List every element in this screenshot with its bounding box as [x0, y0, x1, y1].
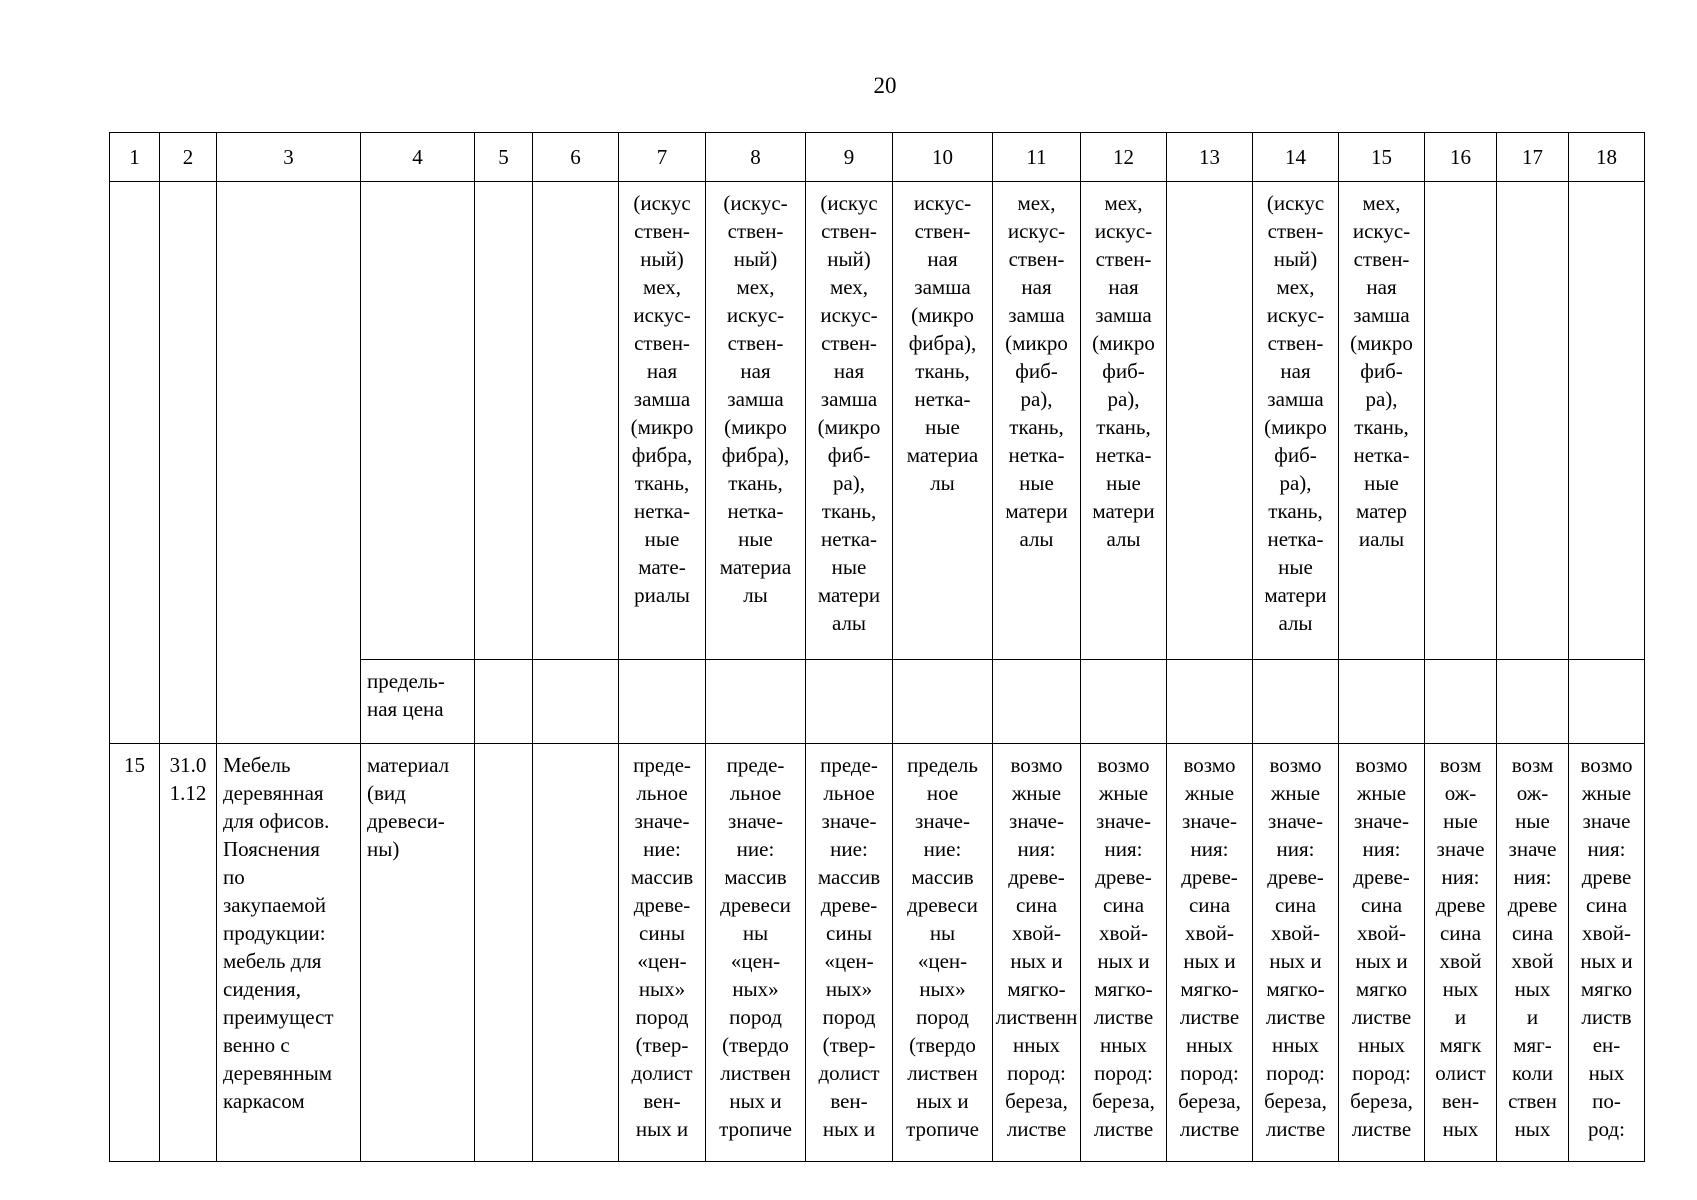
table-cell: 31.0 1.12	[160, 744, 217, 1162]
table-cell: возмо жные значе- ния: древе- сина хвой- ных и мягко- лиственн нных пород: береза, листве	[993, 744, 1081, 1162]
table-cell: мех, искус- ствен- ная замша (микро фиб- ра), ткань, нетка- ные матери алы	[1081, 182, 1167, 660]
table-cell	[160, 182, 217, 744]
table-cell	[361, 182, 475, 660]
table-cell: преде- льное значе- ние: массив древе- сины «цен- ных» пород (твер- долист вен- ных и	[619, 744, 706, 1162]
table-cell: (искус- ствен- ный) мех, искус- ствен- ная замша (микро фибра), ткань, нетка- ные материа лы	[706, 182, 806, 660]
table-cell: преде- льное значе- ние: массив древе- сины «цен- ных» пород (твер- долист вен- ных и	[806, 744, 893, 1162]
header-cell: 9	[806, 133, 893, 182]
table-cell: возмо жные значе- ния: древе- сина хвой- ных и мягко- листве нных пород: береза, листве	[1081, 744, 1167, 1162]
table-row-continued	[110, 182, 1645, 660]
table-cell	[893, 660, 993, 744]
table-cell: 15	[110, 744, 160, 1162]
header-cell: 8	[706, 133, 806, 182]
header-cell: 10	[893, 133, 993, 182]
header-cell: 14	[1253, 133, 1339, 182]
table-cell	[533, 744, 619, 1162]
table-cell: возмо жные значе- ния: древе- сина хвой- ных и мягко- листве нных пород: береза, листве	[1253, 744, 1339, 1162]
page-number: 20	[873, 73, 897, 98]
table-cell: Мебель деревянная для офисов. Пояснения по закупаемой продукции: мебель для сидения, преимущест венно с деревянным каркасом	[217, 744, 361, 1162]
table-cell	[475, 660, 533, 744]
table-cell: возмо жные значе- ния: древе- сина хвой- ных и мягко- листве нных пород: береза, листве	[1167, 744, 1253, 1162]
header-cell: 5	[475, 133, 533, 182]
table-cell	[1425, 660, 1497, 744]
table-cell	[533, 660, 619, 744]
table-cell	[706, 660, 806, 744]
header-cell: 11	[993, 133, 1081, 182]
table-cell	[1569, 660, 1645, 744]
table-cell: (искус ствен- ный) мех, искус- ствен- ная замша (микро фибра, ткань, нетка- ные мате- риалы	[619, 182, 706, 660]
table-cell	[217, 182, 361, 744]
table-row-15	[110, 744, 1645, 1162]
header-row	[110, 133, 1645, 182]
table-cell: предель- ная цена	[361, 660, 475, 744]
table-cell	[475, 744, 533, 1162]
table-cell	[806, 660, 893, 744]
header-cell: 7	[619, 133, 706, 182]
table-cell: возм ож- ные значе ния: древе сина хвой ных и мяг- коли ствен ных	[1497, 744, 1569, 1162]
table-cell	[619, 660, 706, 744]
header-cell: 16	[1425, 133, 1497, 182]
header-cell: 18	[1569, 133, 1645, 182]
table-cell	[1497, 660, 1569, 744]
table-cell: возмо жные значе- ния: древе- сина хвой- ных и мягко листве нных пород: береза, листве	[1339, 744, 1425, 1162]
table-cell: преде- льное значе- ние: массив древеси ны «цен- ных» пород (твердо листвен ных и тропиче	[706, 744, 806, 1162]
table-cell: возм ож- ные значе ния: древе сина хвой ных и мягк олист вен- ных	[1425, 744, 1497, 1162]
table-cell: (искус ствен- ный) мех, искус- ствен- ная замша (микро фиб- ра), ткань, нетка- ные матери алы	[806, 182, 893, 660]
header-cell: 17	[1497, 133, 1569, 182]
table-cell: возмо жные значе ния: древе сина хвой- ных и мягко листв ен- ных по- род:	[1569, 744, 1645, 1162]
table-cell: искус- ствен- ная замша (микро фибра), ткань, нетка- ные материа лы	[893, 182, 993, 660]
table-cell: (искус ствен- ный) мех, искус- ствен- ная замша (микро фиб- ра), ткань, нетка- ные матери алы	[1253, 182, 1339, 660]
table-cell	[1081, 660, 1167, 744]
header-cell: 4	[361, 133, 475, 182]
header-cell: 6	[533, 133, 619, 182]
table-cell	[475, 182, 533, 660]
table-cell: мех, искус- ствен- ная замша (микро фиб- ра), ткань, нетка- ные матер иалы	[1339, 182, 1425, 660]
table-cell	[533, 182, 619, 660]
requirements-table	[109, 132, 1645, 1162]
table-cell: предель ное значе- ние: массив древеси ны «цен- ных» пород (твердо листвен ных и тропиче	[893, 744, 993, 1162]
table-cell	[1167, 660, 1253, 744]
table-cell	[1167, 182, 1253, 660]
table-cell	[1569, 182, 1645, 660]
header-cell: 1	[110, 133, 160, 182]
header-cell: 12	[1081, 133, 1167, 182]
header-cell: 3	[217, 133, 361, 182]
table-cell: материал (вид древеси- ны)	[361, 744, 475, 1162]
header-cell: 2	[160, 133, 217, 182]
table-cell	[1339, 660, 1425, 744]
header-cell: 13	[1167, 133, 1253, 182]
table-cell	[1253, 660, 1339, 744]
table-cell	[110, 182, 160, 744]
table-cell	[1497, 182, 1569, 660]
table-cell	[1425, 182, 1497, 660]
table-cell	[993, 660, 1081, 744]
header-cell: 15	[1339, 133, 1425, 182]
table-cell: мех, искус- ствен- ная замша (микро фиб- ра), ткань, нетка- ные матери алы	[993, 182, 1081, 660]
